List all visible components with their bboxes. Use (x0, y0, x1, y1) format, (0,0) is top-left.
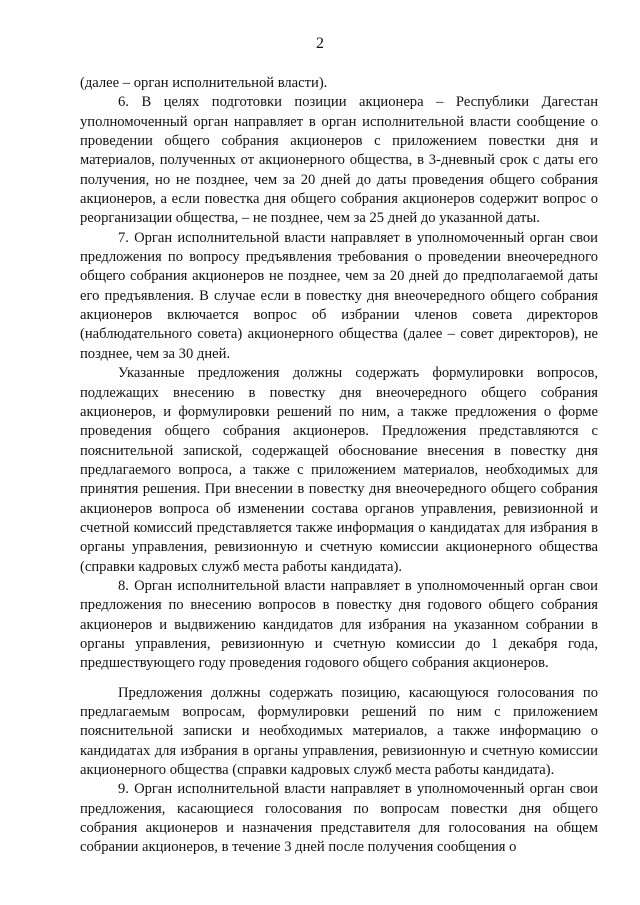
page-number: 2 (316, 35, 324, 52)
paragraph-item-8-details: Предложения должны содержать позицию, касающуюся голосования по предлагаемым вопросам, формулировки решений по ним с приложением пояснительной записки и необходимых материалов, а также информацию о кандидатах для избрания в органы управления, ревизионную и счетную комиссии акционерного общества (справки кадровых служб места работы кандидата). (80, 684, 598, 779)
paragraph-continuation: (далее – орган исполнительной власти). (80, 75, 328, 91)
paragraph-item-9: 9. Орган исполнительной власти направляет в уполномоченный орган свои предложения, касающиеся голосования по вопросам повестки дня общего собрания акционеров и назначения представителя для голосования на общем собрании акционеров, в течение 3 дней после получения сообщения о (80, 781, 598, 856)
paragraph-item-7-details: Указанные предложения должны содержать формулировки вопросов, подлежащих внесению в повестку дня внеочередного общего собрания акционеров, и формулировки решений по ним, а также предложения о форме проведения общего собрания акционеров. Предложения представляются с пояснительной запиской, содержащей обоснование внесения в повестку дня предлагаемого вопроса, а также с приложением материалов, необходимых для принятия решения. При внесении в повестку дня внеочередного общего собрания акционеров вопроса об изменении состава органов управления, ревизионной и счетной комиссий представляется также информация о кандидатах для избрания в органы управления, ревизионную и счетную комиссии акционерного общества (справки кадровых служб места работы кандидата). (80, 365, 598, 575)
paragraph-item-6: 6. В целях подготовки позиции акционера – Республики Дагестан уполномоченный орган направляет в орган исполнительной власти сообщение о проведении общего собрания акционеров с приложением повестки дня и материалов, полученных от акционерного общества, в 3-дневный срок с даты его получения, но не позднее, чем за 20 дней до даты проведения общего собрания акционеров, а если повестка дня общего собрания акционеров содержит вопрос о реорганизации общества, – не позднее, чем за 25 дней до указанной даты. (80, 94, 598, 227)
document-body (80, 74, 598, 858)
paragraph-item-7: 7. Орган исполнительной власти направляет в уполномоченный орган свои предложения по вопросу предъявления требования о проведении внеочередного общего собрания акционеров не позднее, чем за 20 дней до предполагаемой даты его предъявления. В случае если в повестку дня внеочередного общего собрания акционеров включается вопрос об избрании членов совета директоров (наблюдательного совета) акционерного общества (далее – совет директоров), не позднее, чем за 30 дней. (80, 229, 598, 362)
paragraph-item-8: 8. Орган исполнительной власти направляет в уполномоченный орган свои предложения по внесению вопросов в повестку дня годового общего собрания акционеров и выдвижению кандидатов для избрания на указанном собрании в органы управления, ревизионную и счетную комиссии до 1 декабря года, предшествующего году проведения годового общего собрания акционеров. (80, 577, 598, 672)
